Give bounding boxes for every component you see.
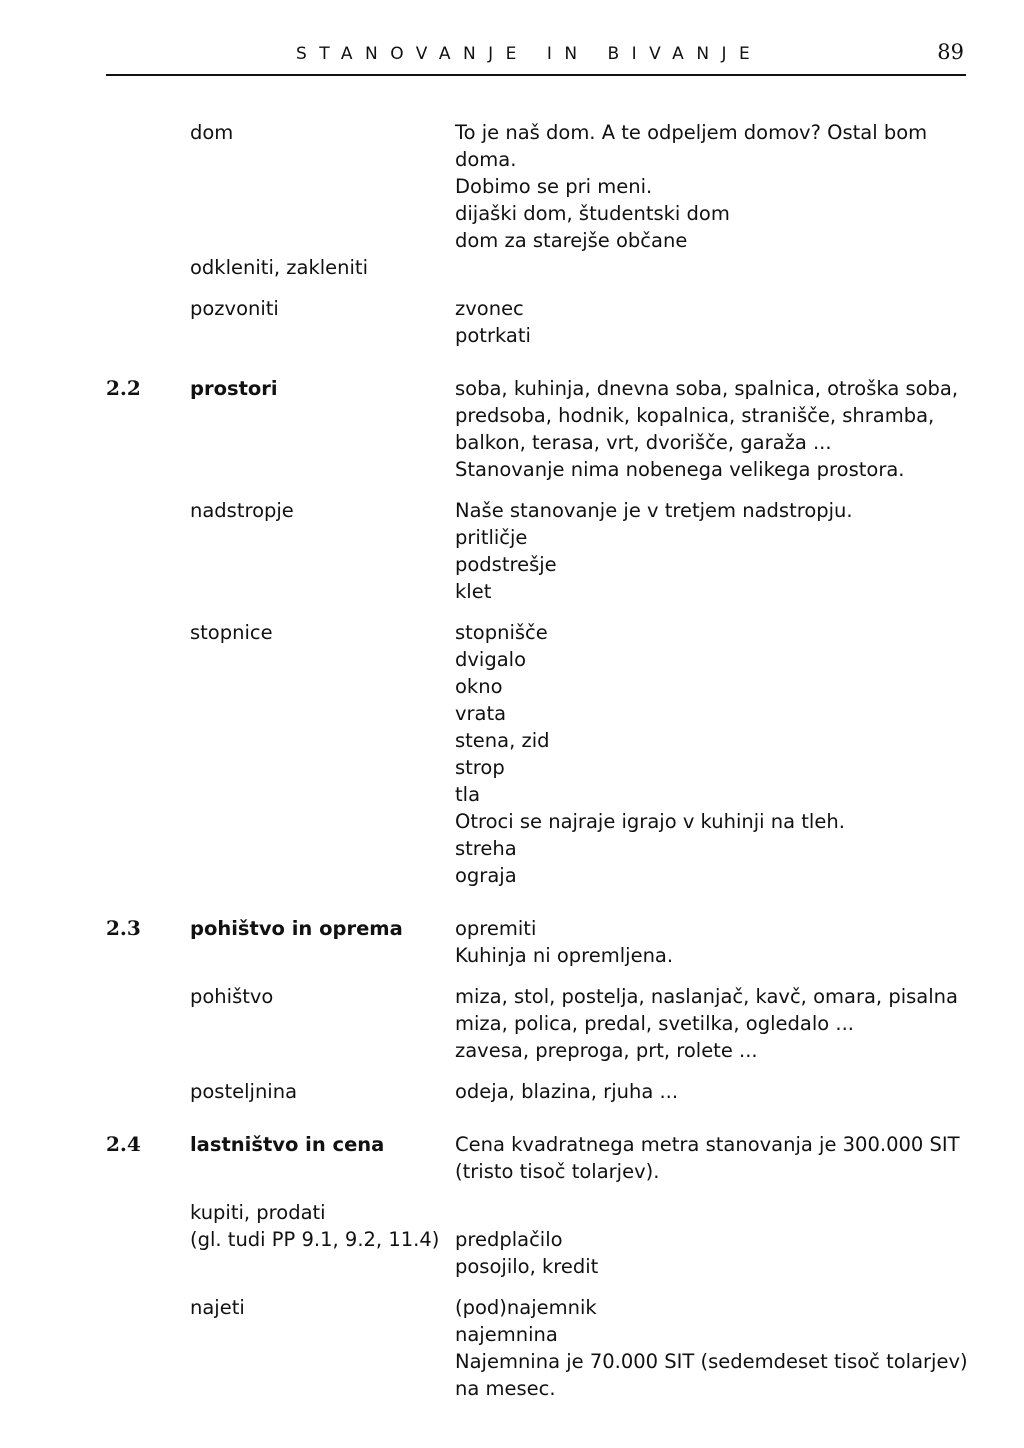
section-title: prostori <box>190 377 278 400</box>
example-line: odeja, blazina, rjuha ... <box>455 1080 679 1103</box>
entry-examples <box>455 619 966 889</box>
example-line: miza, stol, postelja, naslanjač, kavč, omara, pisalna <box>455 985 958 1008</box>
entry-dom <box>106 119 966 254</box>
example-line: okno <box>455 675 503 698</box>
entry-kupiti <box>106 1199 966 1280</box>
example-line: Kuhinja ni opremljena. <box>455 944 674 967</box>
example-line: streha <box>455 837 517 860</box>
running-header <box>106 40 966 76</box>
example-line: tla <box>455 783 481 806</box>
example-line: To je naš dom. A te odpeljem domov? Ostal bom <box>455 121 928 144</box>
entry-term: pozvoniti <box>190 297 279 320</box>
section-2-4 <box>106 1131 966 1185</box>
example-line: (pod)najemnik <box>455 1296 597 1319</box>
example-line: zavesa, preproga, prt, rolete ... <box>455 1039 758 1062</box>
example-line: soba, kuhinja, dnevna soba, spalnica, otroška soba, <box>455 377 959 400</box>
entry-odkleniti <box>106 254 966 281</box>
vocabulary-list <box>106 119 966 1402</box>
example-line: najemnina <box>455 1323 558 1346</box>
entry-pohistvo <box>106 983 966 1064</box>
example-line: strop <box>455 756 505 779</box>
section-2-3 <box>106 915 966 969</box>
example-line: Naše stanovanje je v tretjem nadstropju. <box>455 499 853 522</box>
example-line: predplačilo <box>455 1228 563 1251</box>
example-line: dijaški dom, študentski dom <box>455 202 730 225</box>
entry-term: najeti <box>190 1296 245 1319</box>
example-line: dom za starejše občane <box>455 229 688 252</box>
entry-term <box>190 1199 455 1280</box>
example-line: doma. <box>455 148 517 171</box>
entry-examples <box>455 1294 968 1402</box>
entry-stopnice <box>106 619 966 889</box>
entry-examples <box>455 295 966 349</box>
example-line: potrkati <box>455 324 531 347</box>
entry-term: dom <box>190 121 234 144</box>
example-line: (tristo tisoč tolarjev). <box>455 1160 660 1183</box>
example-line: ograja <box>455 864 517 887</box>
example-line: predsoba, hodnik, kopalnica, stranišče, shramba, <box>455 404 935 427</box>
entry-examples <box>455 915 966 969</box>
example-line: na mesec. <box>455 1377 556 1400</box>
example-line: dvigalo <box>455 648 527 671</box>
entry-examples <box>455 497 966 605</box>
example-line: Otroci se najraje igrajo v kuhinji na tleh. <box>455 810 845 833</box>
page-number: 89 <box>937 40 964 64</box>
example-line: pritličje <box>455 526 528 549</box>
example-line: opremiti <box>455 917 537 940</box>
example-line: stopnišče <box>455 621 548 644</box>
section-number: 2.2 <box>106 376 141 400</box>
entry-examples <box>455 119 966 254</box>
section-number: 2.3 <box>106 916 141 940</box>
example-line: miza, polica, predal, svetilka, ogledalo ... <box>455 1012 854 1035</box>
entry-examples <box>455 1131 966 1185</box>
term-line: kupiti, prodati <box>190 1201 326 1224</box>
running-title: STANOVANJE IN BIVANJE <box>296 44 763 64</box>
example-line: Dobimo se pri meni. <box>455 175 653 198</box>
example-line: balkon, terasa, vrt, dvorišče, garaža ... <box>455 431 832 454</box>
entry-posteljnina <box>106 1078 966 1105</box>
section-number: 2.4 <box>106 1132 141 1156</box>
entry-term: pohištvo <box>190 985 274 1008</box>
example-line: klet <box>455 580 492 603</box>
example-line: vrata <box>455 702 507 725</box>
example-line: stena, zid <box>455 729 550 752</box>
entry-najeti <box>106 1294 966 1402</box>
entry-examples <box>455 983 966 1064</box>
entry-examples <box>455 1199 966 1280</box>
section-2-2 <box>106 375 966 483</box>
section-title: pohištvo in oprema <box>190 917 403 940</box>
entry-examples <box>455 375 966 483</box>
section-title: lastništvo in cena <box>190 1133 385 1156</box>
entry-pozvoniti <box>106 295 966 349</box>
entry-term: nadstropje <box>190 499 294 522</box>
example-line: podstrešje <box>455 553 557 576</box>
entry-term: odkleniti, zakleniti <box>190 256 368 279</box>
example-line: Cena kvadratnega metra stanovanja je 300.000 SIT <box>455 1133 960 1156</box>
entry-examples <box>455 1078 966 1105</box>
term-cross-reference: (gl. tudi PP 9.1, 9.2, 11.4) <box>190 1228 440 1251</box>
example-line: Najemnina je 70.000 SIT (sedemdeset tisoč tolarjev) <box>455 1350 968 1373</box>
example-line: zvonec <box>455 297 524 320</box>
entry-term: posteljnina <box>190 1080 298 1103</box>
entry-nadstropje <box>106 497 966 605</box>
example-line: posojilo, kredit <box>455 1255 599 1278</box>
entry-term: stopnice <box>190 621 273 644</box>
example-line: Stanovanje nima nobenega velikega prostora. <box>455 458 905 481</box>
